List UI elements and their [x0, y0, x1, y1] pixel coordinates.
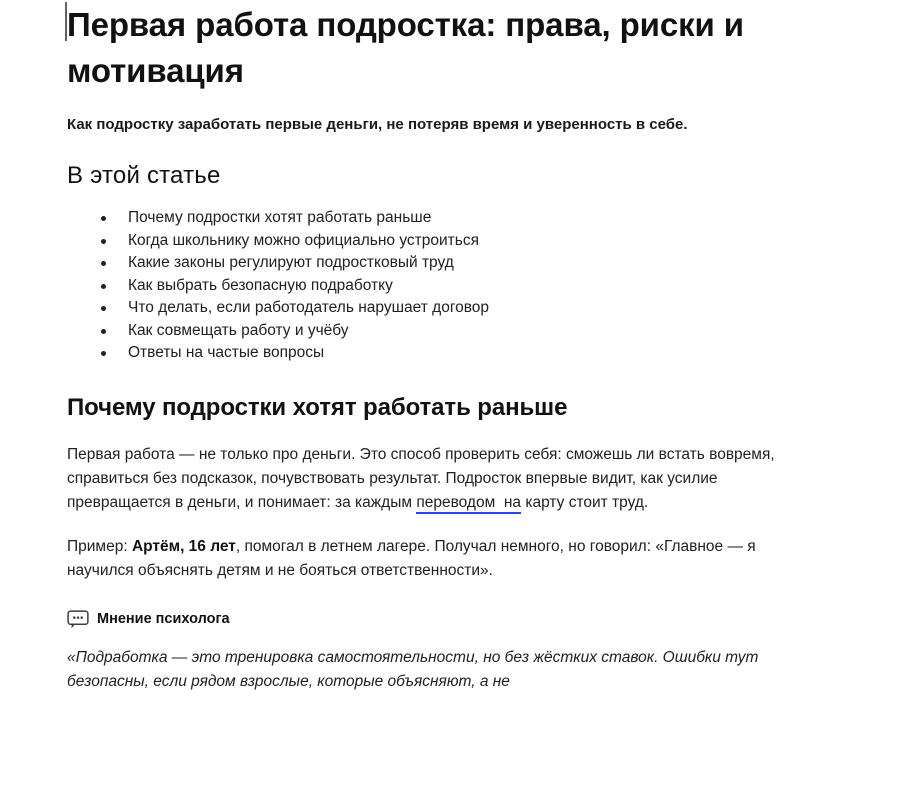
psychologist-quote: «Подработка — это тренировка самостоятельности, но без жёстких ставок. Ошибки тут безопасны, если рядом взрослые, которые объясняют, а не — [67, 648, 759, 690]
example-prefix: Пример: — [67, 537, 132, 555]
list-item[interactable]: Что делать, если работодатель нарушает договор — [128, 297, 815, 320]
page-title: Первая работа подростка: права, риски и мотивация — [67, 6, 744, 89]
list-item[interactable]: Почему подростки хотят работать раньше — [128, 207, 815, 230]
list-item[interactable]: Ответы на частые вопросы — [128, 342, 815, 365]
speech-bubble-icon — [67, 610, 89, 629]
example-name-age: Артём, 16 лет — [131, 537, 236, 555]
paragraph-text-before-link: Первая работа — не только про деньги. Это способ проверить себя: сможешь ли встать вовремя, справиться без подсказок, почувствовать результат. Подросток впервые видит, как усилие превращается в деньги, и понимает: за каждым — [67, 445, 775, 511]
example-suffix: , помогал в летнем лагере. Получал немного, но говорил: «Главное — я научился объяснять детям и не бояться ответственности». — [67, 537, 756, 579]
callout-title: Мнение психолога — [97, 611, 230, 627]
list-item[interactable]: Какие законы регулируют подростковый труд — [128, 252, 815, 275]
list-item[interactable]: Как совмещать работу и учёбу — [128, 320, 815, 343]
paragraph-text-after-link: карту стоит труд. — [521, 493, 649, 511]
text-caret — [65, 2, 67, 41]
example-paragraph — [67, 515, 815, 583]
transfer-link[interactable]: переводом на — [416, 494, 521, 514]
table-of-contents — [67, 191, 815, 365]
page-subtitle: Как подростку заработать первые деньги, не потеряв время и уверенность в себе. — [67, 116, 688, 133]
list-item[interactable]: Как выбрать безопасную подработку — [128, 275, 815, 298]
section-heading: Почему подростки хотят работать раньше — [67, 393, 568, 421]
list-item[interactable]: Когда школьнику можно официально устроиться — [128, 230, 815, 253]
toc-heading: В этой статье — [67, 162, 221, 189]
psychologist-callout-header — [67, 583, 815, 629]
section-paragraph — [67, 423, 815, 515]
